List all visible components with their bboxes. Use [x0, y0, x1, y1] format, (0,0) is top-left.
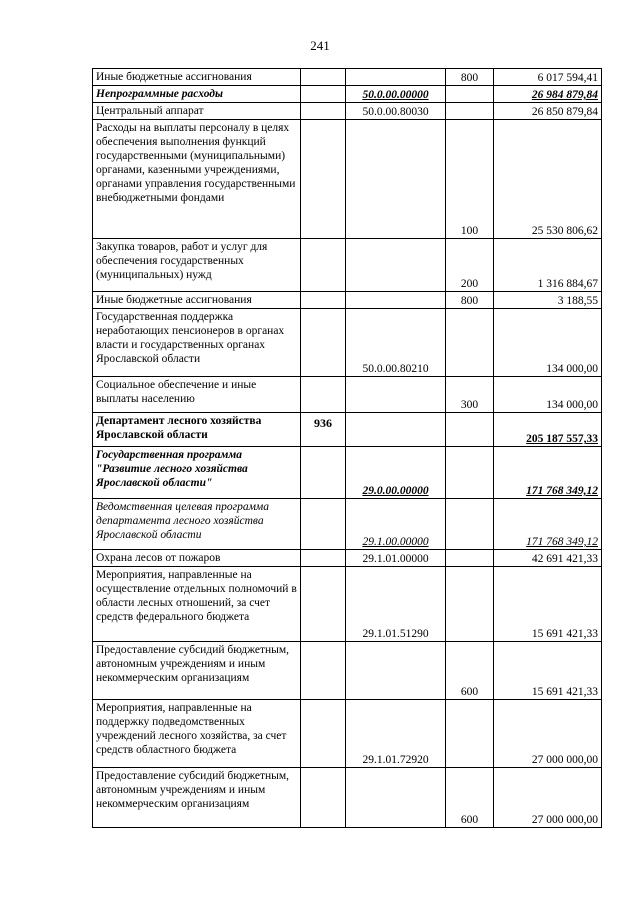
- row-sum-cell: 3 188,55: [494, 292, 602, 309]
- table-row: [93, 377, 602, 413]
- row-name-cell: Закупка товаров, работ и услуг для обеспечения государственных (муниципальных) нужд: [93, 239, 301, 292]
- budget-table: [92, 68, 602, 828]
- row-ved-cell: [301, 567, 346, 642]
- row-ved-cell: [301, 377, 346, 413]
- row-sum-cell: 205 187 557,33: [494, 413, 602, 447]
- row-name-cell: Ведомственная целевая программа департамента лесного хозяйства Ярославской области: [93, 499, 301, 550]
- row-csr-cell: [346, 120, 446, 239]
- row-ved-cell: 936: [301, 413, 346, 447]
- table-row: [93, 292, 602, 309]
- row-vr-cell: [446, 567, 494, 642]
- row-csr-cell: 29.1.01.51290: [346, 567, 446, 642]
- row-name-cell: Иные бюджетные ассигнования: [93, 292, 301, 309]
- row-ved-cell: [301, 120, 346, 239]
- row-ved-cell: [301, 69, 346, 86]
- row-sum-cell: 42 691 421,33: [494, 550, 602, 567]
- row-name-cell: Мероприятия, направленные на поддержку подведомственных учреждений лесного хозяйства, за счет средств областного бюджета: [93, 700, 301, 768]
- row-csr-cell: 29.1.01.00000: [346, 550, 446, 567]
- table-row: [93, 499, 602, 550]
- row-name-cell: Государственная поддержка неработающих пенсионеров в органах власти и государственных органах Ярославской области: [93, 309, 301, 377]
- row-name-cell: Расходы на выплаты персоналу в целях обеспечения выполнения функций государственными (муниципальными) органами, казенными учреждениями, органами управления государственными внебюджетными фондами: [93, 120, 301, 239]
- row-csr-cell: 29.0.00.00000: [346, 447, 446, 499]
- table-row: [93, 103, 602, 120]
- table-row: [93, 447, 602, 499]
- row-sum-cell: 171 768 349,12: [494, 447, 602, 499]
- row-name-cell: Предоставление субсидий бюджетным, автономным учреждениям и иным некоммерческим организациям: [93, 768, 301, 828]
- row-csr-cell: 50.0.00.00000: [346, 86, 446, 103]
- row-name-cell: Непрограммные расходы: [93, 86, 301, 103]
- row-vr-cell: 600: [446, 768, 494, 828]
- row-vr-cell: [446, 413, 494, 447]
- row-csr-cell: [346, 292, 446, 309]
- row-ved-cell: [301, 103, 346, 120]
- table-row: [93, 768, 602, 828]
- row-csr-cell: 29.1.01.72920: [346, 700, 446, 768]
- row-sum-cell: 27 000 000,00: [494, 700, 602, 768]
- row-sum-cell: 134 000,00: [494, 309, 602, 377]
- row-name-cell: Предоставление субсидий бюджетным, автономным учреждениям и иным некоммерческим организациям: [93, 642, 301, 700]
- row-vr-cell: [446, 550, 494, 567]
- row-sum-cell: 134 000,00: [494, 377, 602, 413]
- row-ved-cell: [301, 309, 346, 377]
- page-number: 241: [310, 38, 330, 53]
- row-vr-cell: 800: [446, 69, 494, 86]
- row-sum-cell: 26 850 879,84: [494, 103, 602, 120]
- row-vr-cell: [446, 447, 494, 499]
- row-csr-cell: [346, 239, 446, 292]
- row-vr-cell: 300: [446, 377, 494, 413]
- row-csr-cell: 50.0.00.80210: [346, 309, 446, 377]
- table-row: [93, 309, 602, 377]
- table-row: [93, 413, 602, 447]
- row-ved-cell: [301, 642, 346, 700]
- row-ved-cell: [301, 768, 346, 828]
- row-name-cell: Мероприятия, направленные на осуществление отдельных полномочий в области лесных отношений, за счет средств федерального бюджета: [93, 567, 301, 642]
- row-sum-cell: 26 984 879,84: [494, 86, 602, 103]
- table-row: [93, 567, 602, 642]
- row-vr-cell: [446, 499, 494, 550]
- row-sum-cell: 171 768 349,12: [494, 499, 602, 550]
- row-name-cell: Социальное обеспечение и иные выплаты населению: [93, 377, 301, 413]
- row-csr-cell: [346, 377, 446, 413]
- row-ved-cell: [301, 700, 346, 768]
- row-csr-cell: [346, 413, 446, 447]
- row-ved-cell: [301, 447, 346, 499]
- row-csr-cell: [346, 768, 446, 828]
- row-vr-cell: [446, 700, 494, 768]
- row-ved-cell: [301, 499, 346, 550]
- table-row: [93, 86, 602, 103]
- budget-table-body: [93, 69, 602, 828]
- table-row: [93, 642, 602, 700]
- row-sum-cell: 6 017 594,41: [494, 69, 602, 86]
- row-vr-cell: [446, 103, 494, 120]
- row-name-cell: Департамент лесного хозяйства Ярославской области: [93, 413, 301, 447]
- row-vr-cell: 200: [446, 239, 494, 292]
- row-vr-cell: 800: [446, 292, 494, 309]
- row-sum-cell: 1 316 884,67: [494, 239, 602, 292]
- table-row: [93, 700, 602, 768]
- row-csr-cell: [346, 69, 446, 86]
- row-csr-cell: 29.1.00.00000: [346, 499, 446, 550]
- row-vr-cell: 100: [446, 120, 494, 239]
- table-row: [93, 69, 602, 86]
- row-sum-cell: 27 000 000,00: [494, 768, 602, 828]
- row-ved-cell: [301, 550, 346, 567]
- row-name-cell: Центральный аппарат: [93, 103, 301, 120]
- row-ved-cell: [301, 292, 346, 309]
- row-vr-cell: [446, 86, 494, 103]
- row-ved-cell: [301, 86, 346, 103]
- row-sum-cell: 15 691 421,33: [494, 567, 602, 642]
- table-row: [93, 120, 602, 239]
- row-ved-cell: [301, 239, 346, 292]
- row-vr-cell: [446, 309, 494, 377]
- row-vr-cell: 600: [446, 642, 494, 700]
- row-sum-cell: 25 530 806,62: [494, 120, 602, 239]
- table-row: [93, 550, 602, 567]
- row-name-cell: Государственная программа "Развитие лесного хозяйства Ярославской области": [93, 447, 301, 499]
- row-name-cell: Иные бюджетные ассигнования: [93, 69, 301, 86]
- row-name-cell: Охрана лесов от пожаров: [93, 550, 301, 567]
- row-sum-cell: 15 691 421,33: [494, 642, 602, 700]
- table-row: [93, 239, 602, 292]
- row-csr-cell: 50.0.00.80030: [346, 103, 446, 120]
- row-csr-cell: [346, 642, 446, 700]
